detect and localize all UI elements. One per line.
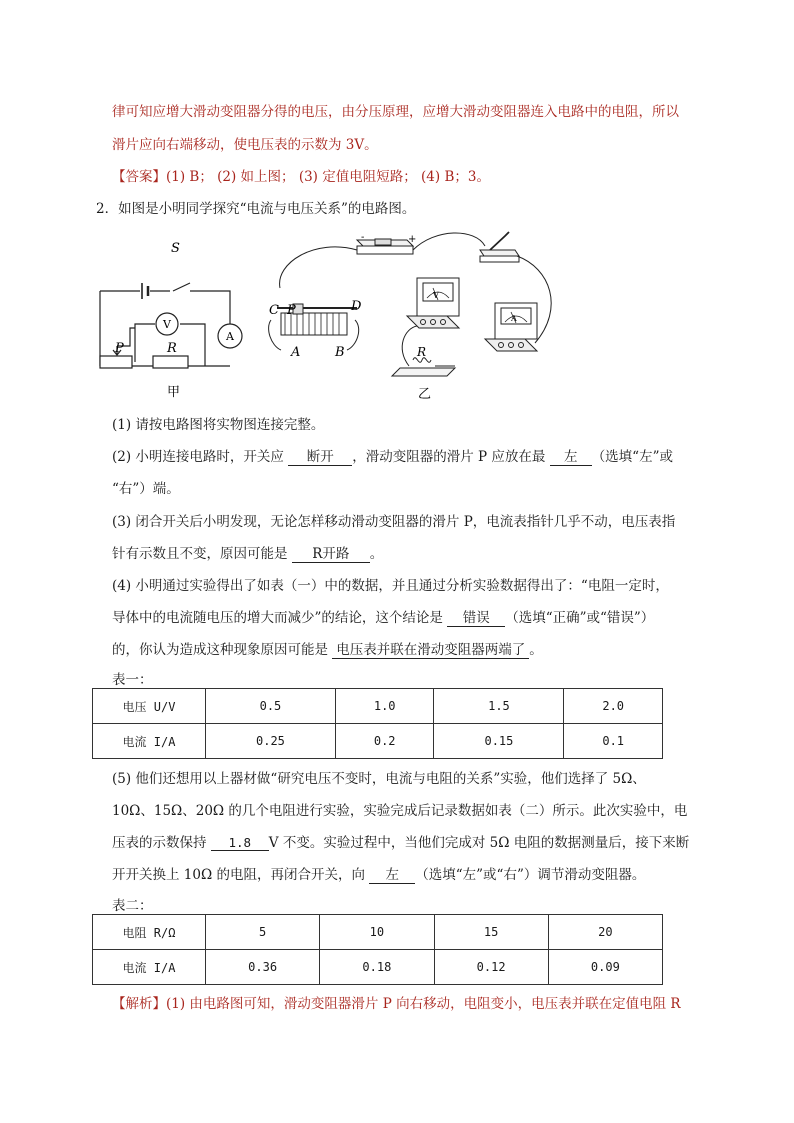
part-3-text: 针有示数且不变，原因可能是: [112, 546, 292, 562]
answer-text: (1) B； (2) 如上图； (3) 定值电阻短路； (4) B；3。: [166, 169, 490, 185]
voltmeter-letter: V: [433, 291, 439, 300]
table-cell: 0.15: [434, 724, 564, 759]
analysis-tag: 【解析】: [112, 996, 166, 1012]
label-R: R: [167, 341, 177, 356]
part-5-line-4: [112, 863, 645, 884]
part-5-line-3: [112, 831, 689, 851]
label-P2: P: [287, 303, 296, 318]
label-C: C: [269, 303, 279, 318]
table-cell: 1.5: [434, 689, 564, 724]
prev-answer: [112, 165, 490, 185]
answer-reason: 电压表并联在滑动变阻器两端了: [332, 638, 529, 659]
label-R2: R: [417, 345, 427, 359]
label-A: A: [226, 330, 234, 343]
table-cell: 10: [320, 915, 434, 950]
part-4-text-b: 导体中的电流随电压的增大而减少”的结论，这个结论是: [112, 610, 448, 626]
part-5-text-c: 压表的示数保持: [112, 835, 211, 851]
table-cell: 电流 I/A: [93, 724, 206, 759]
label-A-pin: A: [291, 345, 301, 360]
table-cell: 电压 U/V: [93, 689, 206, 724]
table-cell: 0.25: [206, 724, 336, 759]
table-cell: 0.36: [206, 950, 320, 985]
circuit-figure: [95, 228, 595, 408]
table-cell: 电流 I/A: [93, 950, 206, 985]
part-5-line-1: (5) 他们还想用以上器材做“研究电压不变时，电流与电阻的关系”实验，他们选择了 5Ω、: [112, 771, 646, 787]
battery-minus: -: [361, 232, 365, 243]
table-row: [93, 950, 663, 985]
table-cell: 15: [434, 915, 548, 950]
answer-conclusion: 错误: [447, 606, 505, 627]
part-4-line-2: [112, 606, 654, 627]
label-B-pin: B: [335, 345, 345, 360]
answer-direction: 左: [369, 863, 415, 884]
part-5-text-f: （选填“左”或“右”）调节滑动变阻器。: [415, 867, 646, 883]
answer-slider-position: 左: [550, 445, 592, 466]
table-cell: 0.2: [335, 724, 434, 759]
table-cell: 0.12: [434, 950, 548, 985]
part-2-text-c: （选填“左”或: [591, 449, 673, 465]
table-cell: 0.5: [206, 689, 336, 724]
table-1-label: 表一：: [112, 672, 153, 688]
part-2-text-b: ，滑动变阻器的滑片 P 应放在最: [352, 449, 550, 465]
part-3-line-1: (3) 闭合开关后小明发现，无论怎样移动滑动变阻器的滑片 P，电流表指针几乎不动，电压表指: [112, 514, 676, 530]
question-title: 2．如图是小明同学探究“电流与电压关系”的电路图。: [96, 201, 416, 217]
table-cell: 20: [548, 915, 662, 950]
analysis-text: (1) 由电路图可知，滑动变阻器滑片 P 向右移动，电阻变小，电压表并联在定值电阻 R: [166, 996, 681, 1012]
table-cell: 0.1: [564, 724, 663, 759]
label-P: P: [115, 341, 124, 356]
apparatus-drawing: [269, 232, 552, 376]
part-3-end: 。: [369, 546, 384, 562]
part-4-line-3: [112, 638, 543, 659]
table-row: [93, 724, 663, 759]
ammeter-letter: A: [511, 314, 517, 323]
part-4-text-d: 的，你认为造成这种现象原因可能是: [112, 642, 333, 658]
answer-voltage: 1.8: [211, 835, 269, 851]
part-2-text-a: (2) 小明连接电路时，开关应: [112, 449, 289, 465]
part-5-line-2: 10Ω、15Ω、20Ω 的几个电阻进行实验，实验完成后记录数据如表（二）所示。此次实验中，电: [112, 803, 688, 819]
part-4-text-c: （选填“正确”或“错误”）: [505, 610, 655, 626]
answer-fault: R开路: [292, 542, 370, 563]
part-4-end: 。: [529, 642, 543, 658]
table-cell: 0.18: [320, 950, 434, 985]
label-V: V: [163, 318, 171, 331]
prev-line-2: 滑片应向右端移动，使电压表的示数为 3V。: [112, 137, 378, 153]
table-cell: 2.0: [564, 689, 663, 724]
label-yi: 乙: [418, 387, 432, 402]
part-5-text-d: V 不变。实验过程中，当他们完成对 5Ω 电阻的数据测量后，接下来断: [268, 835, 690, 851]
battery-plus: +: [408, 234, 417, 245]
answer-tag: 【答案】: [112, 169, 166, 185]
part-2-cont: “右”）端。: [112, 481, 180, 497]
label-jia: 甲: [167, 385, 181, 400]
part-4-line-1: (4) 小明通过实验得出了如表（一）中的数据，并且通过分析实验数据得出了：“电阻一定时，: [112, 578, 669, 594]
table-cell: 1.0: [335, 689, 434, 724]
part-1: (1) 请按电路图将实物图连接完整。: [112, 417, 325, 433]
analysis-line: [112, 992, 681, 1012]
prev-line-1: 律可知应增大滑动变阻器分得的电压，由分压原理，应增大滑动变阻器连入电路中的电阻，所以: [112, 104, 679, 120]
table-cell: 电阻 R/Ω: [93, 915, 206, 950]
table-1: [92, 688, 663, 759]
label-S: S: [171, 241, 180, 256]
table-cell: 0.09: [548, 950, 662, 985]
table-2: [92, 914, 663, 985]
table-row: [93, 689, 663, 724]
label-D: D: [351, 299, 362, 314]
answer-switch-state: 断开: [288, 445, 352, 466]
table-2-label: 表二：: [112, 898, 153, 914]
part-2: [112, 445, 673, 466]
part-5-text-e: 开开关换上 10Ω 的电阻，再闭合开关，向: [112, 867, 370, 883]
table-row: [93, 915, 663, 950]
table-cell: 5: [206, 915, 320, 950]
part-3-line-2: [112, 542, 383, 563]
